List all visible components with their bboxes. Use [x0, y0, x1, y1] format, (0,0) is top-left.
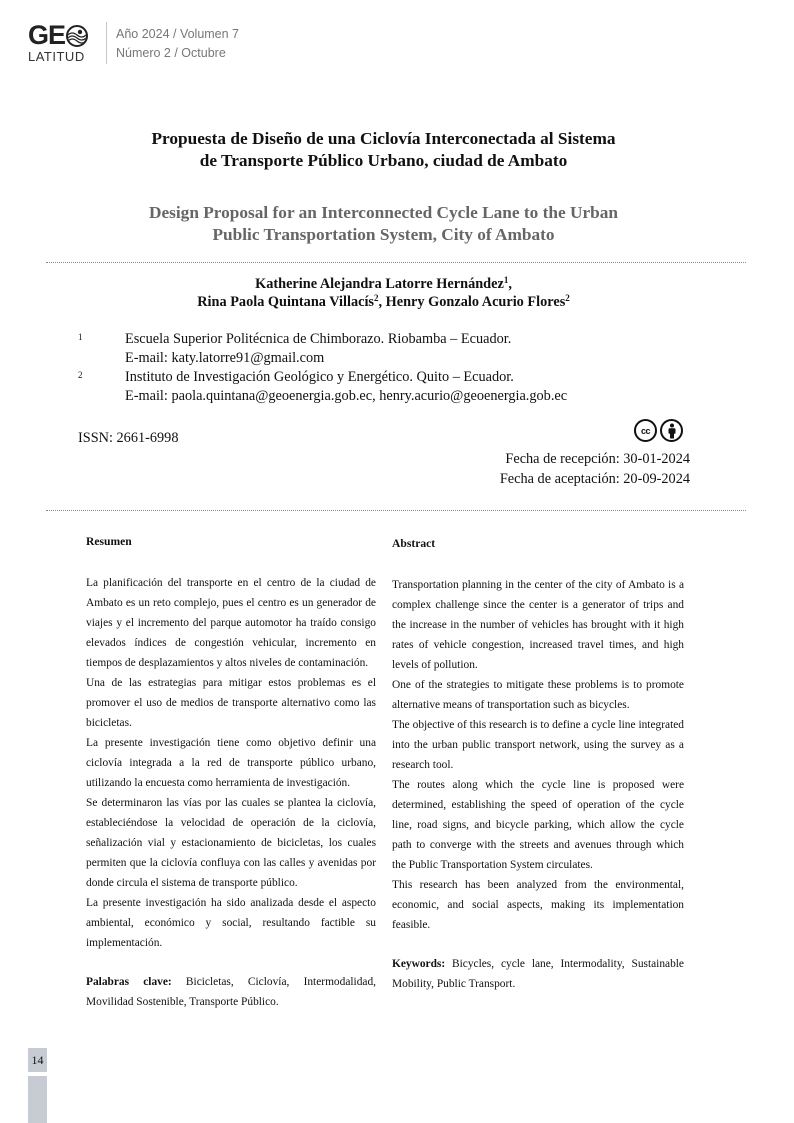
affiliations: [78, 330, 718, 406]
cc-icon: [634, 419, 657, 442]
title-english-line-2: Public Transportation System, City of Ambato: [212, 225, 555, 244]
author-affiliation-mark: 1: [503, 275, 509, 285]
issn: ISSN: 2661-6998: [78, 430, 179, 446]
affiliation-number: 1: [78, 332, 83, 342]
author-name: Katherine Alejandra Latorre Hernández: [255, 276, 504, 292]
cc-label: cc: [640, 425, 650, 436]
received-date: Fecha de recepción: 30-01-2024: [505, 451, 690, 467]
resumen-paragraph: La presente investigación tiene como objetivo definir una ciclovía integrada a la red de transporte público urbano, utilizando la encuesta como herramienta de investigación.: [86, 737, 376, 789]
keywords-list: Bicicletas, Ciclovía, Intermodalidad, Movilidad Sostenible, Transporte Público.: [86, 976, 376, 1008]
issue-info: [116, 22, 239, 63]
author-name: Henry Gonzalo Acurio Flores: [385, 294, 566, 310]
title-english: [100, 202, 667, 246]
title-spanish: [100, 128, 667, 172]
page-number: 14: [28, 1048, 47, 1072]
keywords-list: Bicycles, cycle lane, Intermodality, Sustainable Mobility, Public Transport.: [392, 958, 684, 990]
abstract-section: [392, 534, 684, 994]
license-badge[interactable]: [634, 419, 683, 442]
affiliation-institution: Instituto de Investigación Geológico y Energético. Quito – Ecuador.: [125, 369, 514, 385]
title-spanish-line-1: Propuesta de Diseño de una Ciclovía Interconectada al Sistema: [151, 129, 616, 148]
logo-wordmark-geo: GE: [28, 20, 66, 50]
resumen-heading: Resumen: [86, 535, 132, 548]
author-name: Rina Paola Quintana Villacís: [197, 294, 374, 310]
author-list: [100, 275, 667, 311]
author-affiliation-mark: 2: [565, 293, 570, 303]
abstract-keywords: [392, 954, 684, 994]
resumen-paragraph: Se determinaron las vías por las cuales se plantea la ciclovía, estableciéndose la velocidad de operación de la ciclovía, señalización vial y estacionamiento de bicicletas, los cuales permiten que la ciclovía confluya con las calles y avenidas por donde circula el sistema de transporte público.: [86, 797, 376, 889]
affiliation-institution: Escuela Superior Politécnica de Chimborazo. Riobamba – Ecuador.: [125, 331, 512, 347]
resumen-paragraph: La planificación del transporte en el centro de la ciudad de Ambato es un reto complejo, pues el centro es un generador de viajes y el incremento del parque automotor ha traído consigo elevados índices de congestión vehicular, incremento en tiempos de desplazamientos y altos niveles de contaminación.: [86, 577, 376, 669]
volume-line: Año 2024 / Volumen 7: [116, 27, 240, 41]
abstract-paragraph: Transportation planning in the center of the city of Ambato is a complex challenge since the center is a generator of trips and the increase in the number of vehicles has brought with it high rates of vehicle congestion, increased travel times, and high levels of pollution.: [392, 579, 684, 671]
attribution-icon: [660, 419, 683, 442]
resumen-section: [86, 532, 376, 1012]
title-english-line-1: Design Proposal for an Interconnected Cycle Lane to the Urban: [149, 203, 618, 222]
journal-logo: [28, 22, 98, 64]
abstract-paragraph: One of the strategies to mitigate these problems is to promote alternative means of transportation such as bicycles.: [392, 679, 684, 711]
masthead-divider: [106, 22, 107, 64]
abstract-paragraph: The routes along which the cycle line is proposed were determined, establishing the speed of operation of the cycle line, road signs, and bicycle parking, which allow the cycle path to converge with the streets and avenues through which the Public Transportation System circulates.: [392, 779, 684, 871]
affiliation-email[interactable]: E-mail: katy.latorre91@gmail.com: [125, 350, 325, 366]
journal-masthead: [28, 22, 239, 66]
resumen-paragraph: Una de las estrategias para mitigar estos problemas es el promover el uso de medios de transporte alternativo como las bicicletas.: [86, 677, 376, 729]
author-affiliation-mark: 2: [373, 293, 379, 303]
keywords-label: Keywords:: [392, 958, 446, 970]
accepted-date: Fecha de aceptación: 20-09-2024: [499, 471, 690, 487]
logo-wordmark-latitud: LATITUD: [28, 49, 85, 64]
affiliation-number: 2: [78, 370, 83, 380]
issue-line: Número 2 / Octubre: [116, 46, 226, 60]
resumen-paragraph: La presente investigación ha sido analizada desde el aspecto ambiental, económico y social, resultando factible su implementación.: [86, 897, 376, 949]
author-separator: ,: [378, 294, 386, 310]
dotted-divider-top: [46, 262, 746, 263]
abstract-heading: Abstract: [392, 537, 436, 550]
abstract-paragraph: The objective of this research is to define a cycle line integrated into the urban public transport network, using the survey as a research tool.: [392, 719, 684, 771]
keywords-label: Palabras clave:: [86, 976, 172, 988]
affiliation-email[interactable]: E-mail: paola.quintana@geoenergia.gob.ec, henry.acurio@geoenergia.gob.ec: [125, 388, 568, 404]
abstract-paragraph: This research has been analyzed from the environmental, economic, and social aspects, making its implementation feasible.: [392, 879, 684, 931]
author-separator: ,: [508, 276, 512, 292]
globe-icon: [66, 25, 88, 47]
affiliation-item: [78, 368, 718, 406]
dotted-divider-bottom: [46, 510, 746, 511]
affiliation-item: [78, 330, 718, 368]
title-spanish-line-2: de Transporte Público Urbano, ciudad de Ambato: [199, 151, 568, 170]
publication-dates: [500, 449, 690, 489]
resumen-keywords: [86, 972, 376, 1012]
page-margin-bar: [28, 1076, 47, 1123]
